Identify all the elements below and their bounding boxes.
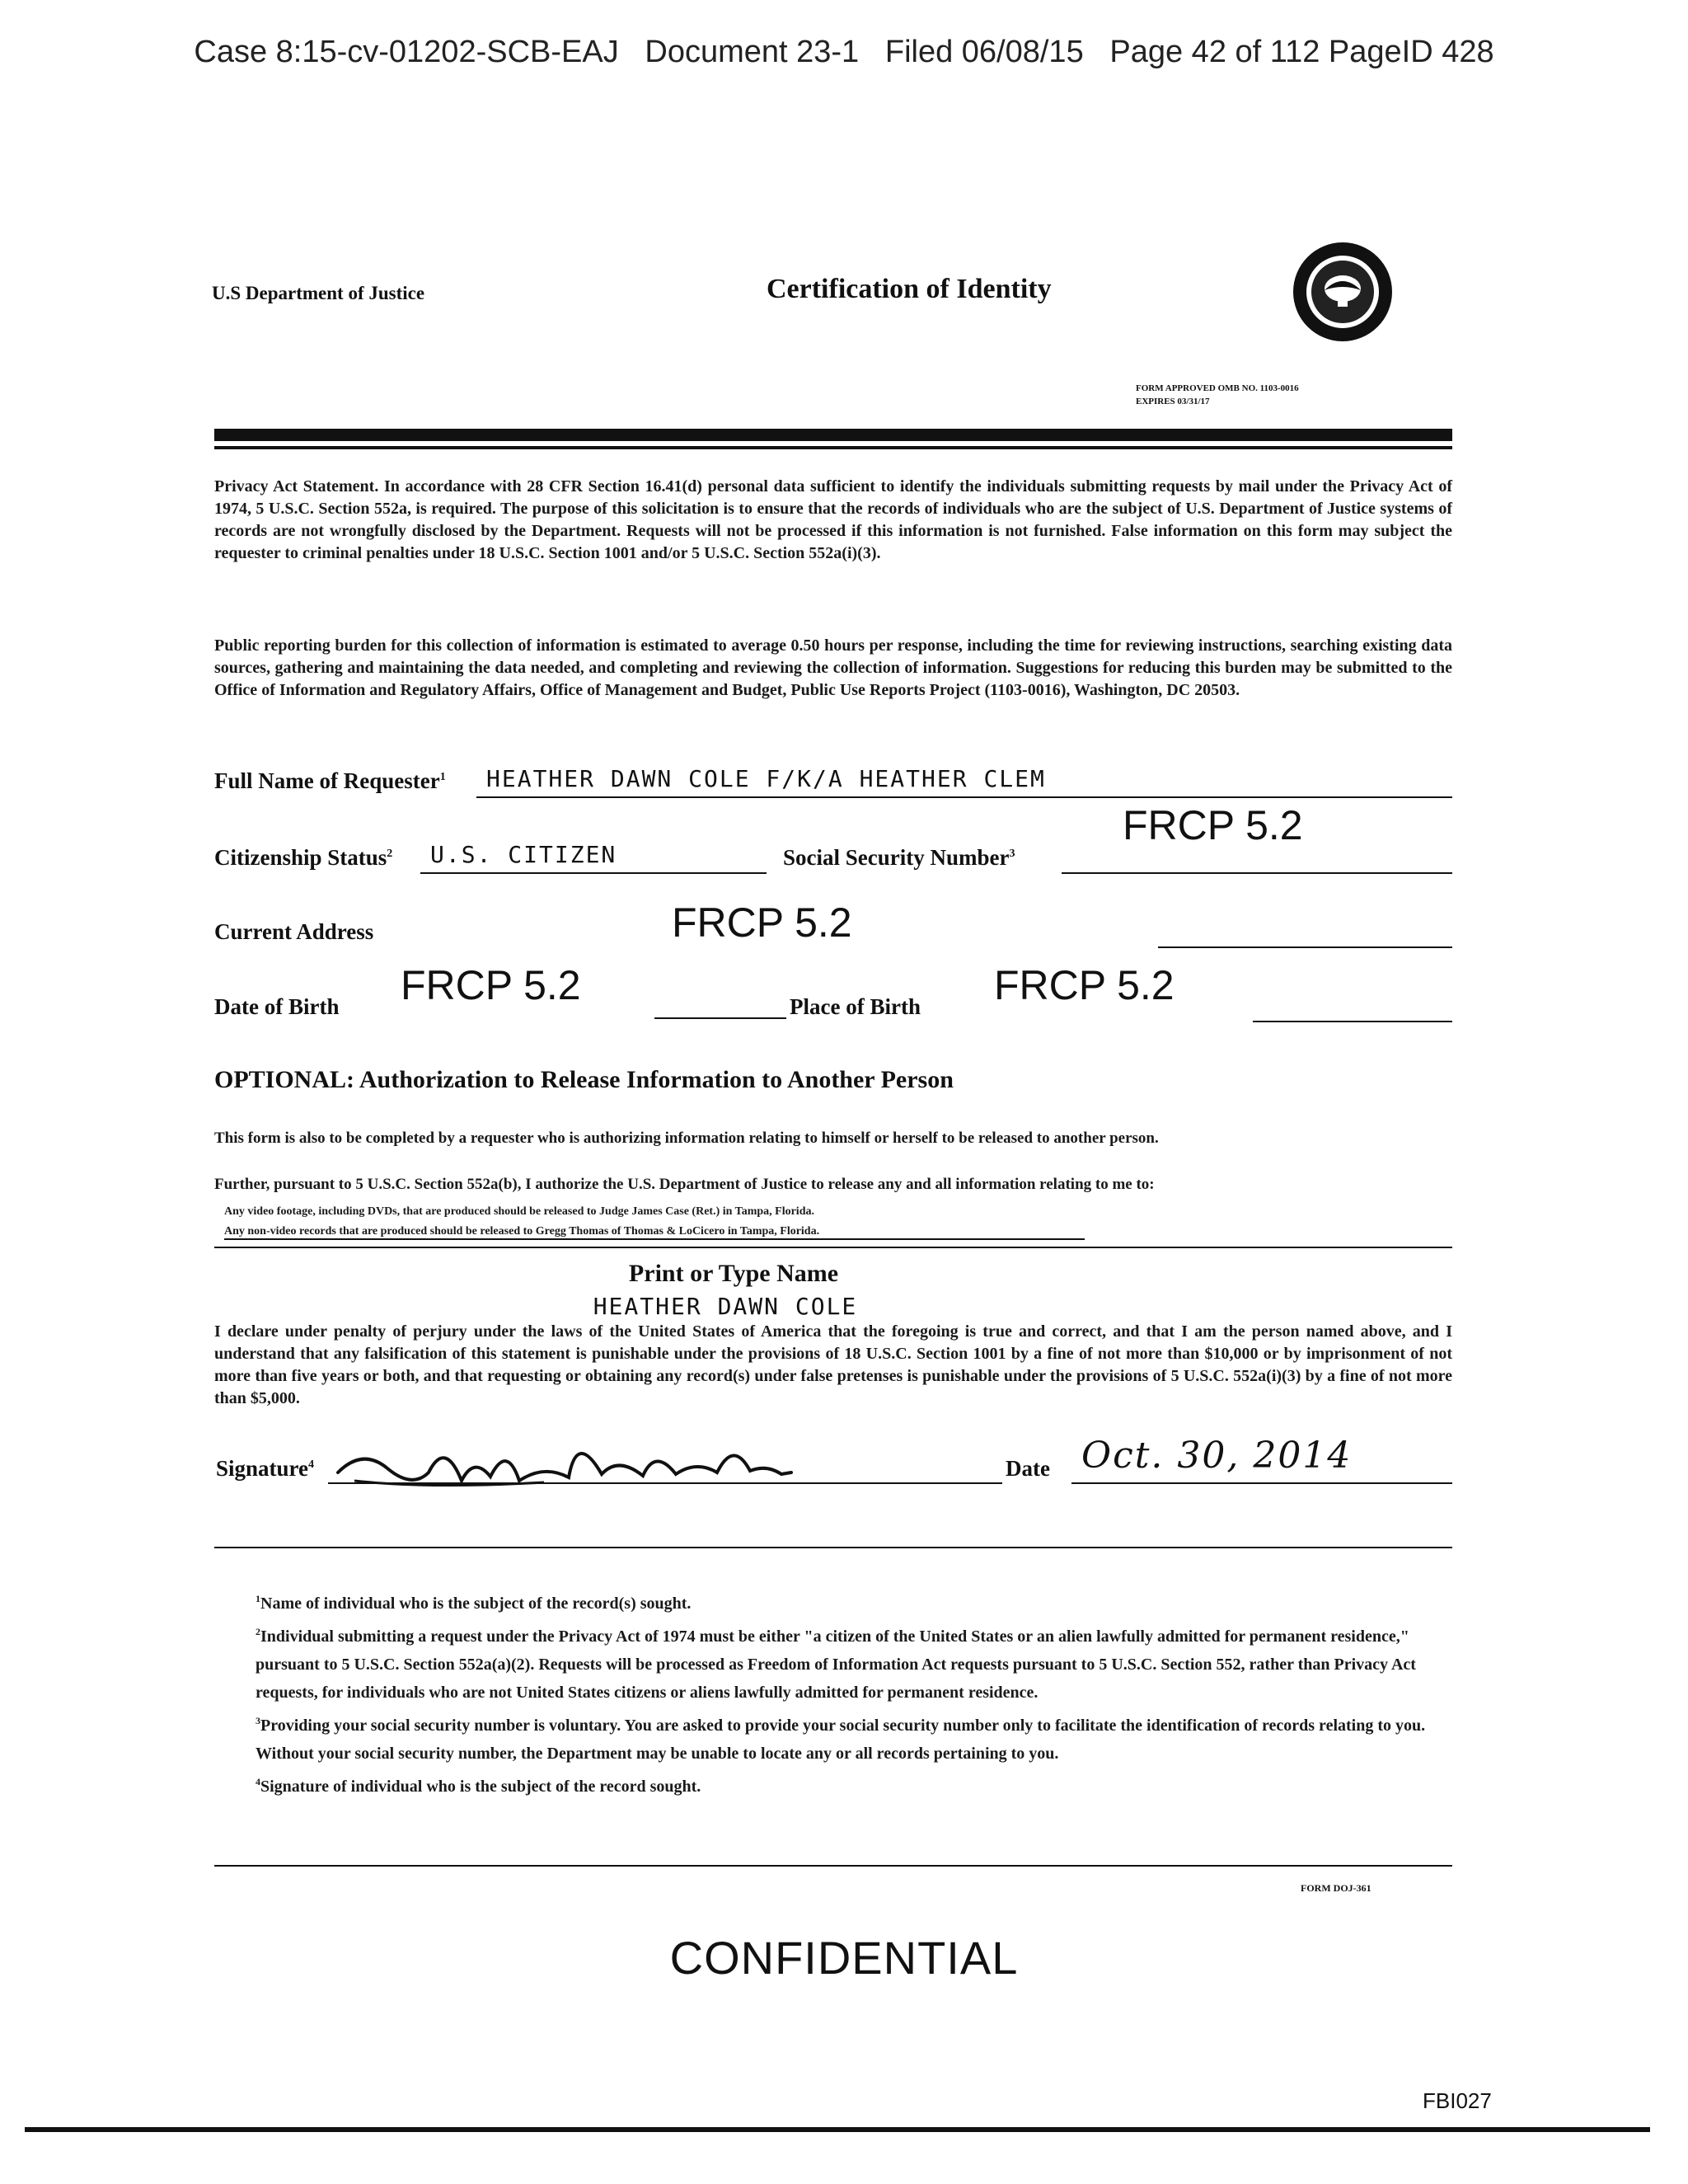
release-underline — [224, 1238, 1085, 1240]
full-name-value[interactable]: HEATHER DAWN COLE F/K/A HEATHER CLEM — [486, 765, 1046, 792]
citizenship-label — [214, 845, 392, 871]
omb-approval — [1136, 382, 1299, 408]
full-name-label — [214, 768, 446, 794]
date-value[interactable]: Oct. 30, 2014 — [1081, 1435, 1353, 1477]
optional-authorization-title: OPTIONAL: Authorization to Release Information to Another Person — [214, 1066, 954, 1093]
form-title: Certification of Identity — [767, 274, 1052, 304]
signature-label-text: Signature — [216, 1456, 309, 1481]
footnote-separator — [214, 1547, 1452, 1548]
header-rule-thin — [214, 446, 1452, 449]
dob-redaction: FRCP 5.2 — [401, 962, 581, 1008]
authorization-line — [214, 1247, 1452, 1248]
citizenship-footnote-marker: 2 — [387, 848, 393, 860]
bates-number: FBI027 — [1423, 2088, 1492, 2113]
footer-rule — [214, 1865, 1452, 1867]
footnote-2: $^2$Individual submitting a request under the Privacy Act of 1974 must be either "a citizen of the United States or an alien lawfully admitted for permanent residence," pursuant to 5 U.S.C. Section 552a(a)(2). Requests will be processed as Freedom of Information Act requests pursuant to 5 U.S.C. Section 552, rather than Privacy Act requests, for individuals who are not United States citizens or aliens lawfully admitted for permanent residence. — [256, 1626, 1416, 1702]
omb-line-2: EXPIRES 03/31/17 — [1136, 397, 1210, 406]
privacy-act-text: In accordance with 28 CFR Section 16.41(d) personal data sufficient to identify the individuals submitting requests by mail under the Privacy Act of 1974, 5 U.S.C. Section 552a, is required. The purpose of this solicitation is to ensure that the records of individuals who are the subject of U.S. Department of Justice systems of records are not wrongfully disclosed by the Department. Requests will not be processed if this information is not furnished. False information on this form may subject the requester to criminal penalties under 18 U.S.C. Section 1001 and/or 5 U.S.C. Section 552a(i)(3). — [214, 477, 1453, 562]
perjury-declaration: I declare under penalty of perjury under the laws of the United States of America that the foregoing is true and correct, and that I am the person named above, and I understand that any falsification of this statement is punishable under the provisions of 18 U.S.C. Section 1001 by a fine of not more than $10,000 or by imprisonment of not more than five years or both, and that requesting or obtaining any record(s) under false pretenses is punishable under the provisions of 5 U.S.C. 552a(i)(3) by a fine of not more than $5,000. — [214, 1322, 1452, 1407]
ssn-label — [783, 845, 1015, 871]
header-rule-thick — [214, 429, 1452, 441]
form-number: FORM DOJ-361 — [1301, 1882, 1372, 1894]
footnote-2-text: Individual submitting a request under the Privacy Act of 1974 must be either "a citizen of the United States or an alien lawfully admitted for permanent residence," pursuant to 5 U.S.C. Section 552a(a)(2). Requests will be processed as Freedom of Information Act requests pursuant to 5 U.S.C. Section 552, rather than Privacy Act requests, for individuals who are not United States citizens or aliens lawfully admitted for permanent residence. — [256, 1627, 1416, 1702]
citizenship-value[interactable]: U.S. CITIZEN — [430, 841, 617, 868]
case-header: Case 8:15-cv-01202-SCB-EAJ Document 23-1 Filed 06/08/15 Page 42 of 112 PageID 428 — [194, 35, 1494, 69]
ssn-footnote-marker: 3 — [1009, 848, 1015, 860]
pob-redaction: FRCP 5.2 — [994, 962, 1175, 1008]
address-line — [1158, 946, 1452, 948]
footnote-1: $^1$Name of individual who is the subject of the record(s) sought. — [256, 1593, 692, 1613]
bottom-rule — [25, 2127, 1650, 2132]
dob-label: Date of Birth — [214, 994, 340, 1019]
pob-label: Place of Birth — [790, 994, 921, 1019]
address-label: Current Address — [214, 919, 374, 944]
handwritten-signature[interactable] — [330, 1423, 841, 1505]
print-name-label: Print or Type Name — [628, 1260, 839, 1287]
footnote-4-text: Signature of individual who is the subject of the record sought. — [260, 1778, 701, 1796]
signature-footnote-marker: 4 — [308, 1458, 315, 1471]
citizenship-label-text: Citizenship Status — [214, 845, 387, 870]
omb-line-1: FORM APPROVED OMB NO. 1103-0016 — [1136, 383, 1299, 393]
footnote-1-text: Name of individual who is the subject of the record(s) sought. — [260, 1595, 692, 1613]
address-redaction: FRCP 5.2 — [672, 899, 852, 946]
release-line-1: Any video footage, including DVDs, that are produced should be released to Judge James Case (Ret.) in Tampa, Florida. — [224, 1205, 814, 1218]
privacy-act-statement — [214, 476, 1452, 565]
ssn-line — [1062, 872, 1452, 874]
date-label: Date — [1006, 1456, 1050, 1481]
citizenship-line — [420, 872, 767, 874]
agency-name: U.S Department of Justice — [212, 283, 425, 303]
footnote-3: $^3$Providing your social security number is voluntary. You are asked to provide your social security number only to facilitate the identification of records relating to you. Without your social security number, the Department may be unable to locate any or all records pertaining to you. — [256, 1715, 1426, 1763]
full-name-label-text: Full Name of Requester — [214, 768, 440, 793]
date-line — [1071, 1482, 1452, 1484]
ssn-label-text: Social Security Number — [783, 845, 1010, 870]
footnote-4: $^4$Signature of individual who is the subject of the record sought. — [256, 1776, 701, 1796]
signature-label — [216, 1456, 314, 1482]
burden-statement: Public reporting burden for this collection of information is estimated to average 0.50 hours per response, including the time for reviewing instructions, searching existing data sources, gathering and maintaining the data needed, and completing and reviewing the collection of information. Suggestions for reducing this burden may be submitted to the Office of Information and Regulatory Affairs, Office of Management and Budget, Public Use Reports Project (1103-0016), Washington, DC 20503. — [214, 636, 1452, 699]
further-authorization-text: Further, pursuant to 5 U.S.C. Section 552a(b), I authorize the U.S. Department of Justice to release any and all information relating to me to: — [214, 1176, 1155, 1193]
full-name-footnote-marker: 1 — [439, 771, 446, 783]
footnote-3-text: Providing your social security number is voluntary. You are asked to provide your social security number only to facilitate the identification of records relating to you. Without your social security number, the Department may be unable to locate any or all records pertaining to you. — [256, 1717, 1426, 1763]
privacy-act-lead: Privacy Act Statement. — [214, 477, 379, 496]
confidential-stamp: CONFIDENTIAL — [669, 1932, 1019, 1984]
footnotes — [256, 1585, 1434, 1801]
dob-line — [654, 1017, 786, 1019]
optional-text: This form is also to be completed by a requester who is authorizing information relating to himself or herself to be released to another person. — [214, 1130, 1159, 1147]
ssn-redaction: FRCP 5.2 — [1123, 802, 1303, 848]
print-name-value[interactable]: HEATHER DAWN COLE — [593, 1293, 858, 1320]
release-line-2: Any non-video records that are produced should be released to Gregg Thomas of Thomas & LoCicero in Tampa, Florida. — [224, 1225, 820, 1238]
full-name-line — [476, 796, 1452, 798]
pob-line — [1253, 1021, 1452, 1022]
doj-seal-icon — [1290, 239, 1395, 345]
